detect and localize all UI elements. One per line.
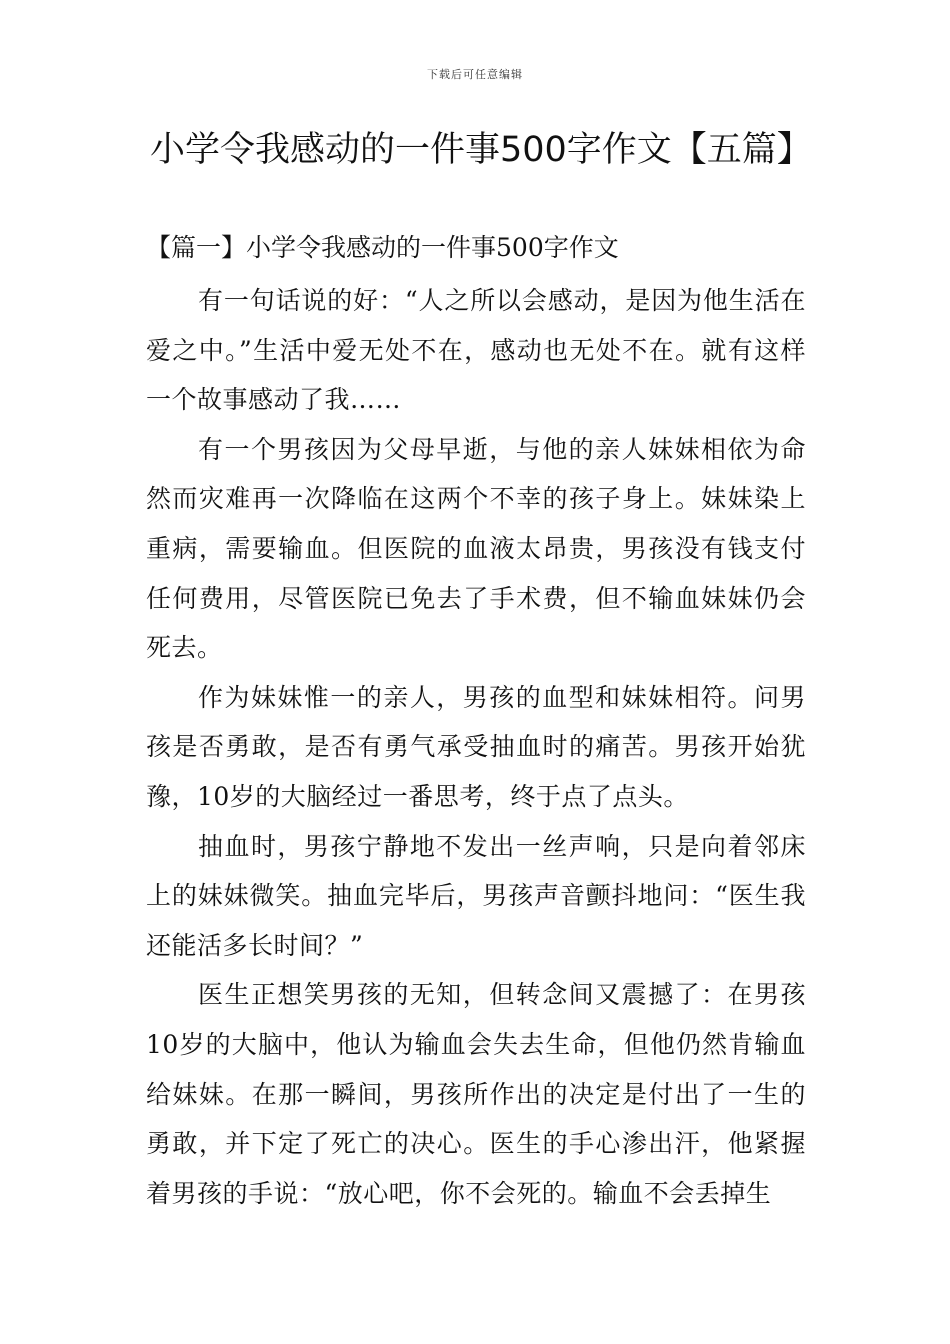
paragraph: 医生正想笑男孩的无知，但转念间又震撼了：在男孩10岁的大脑中，他认为输血会失去生命，但他仍然肯输血给妹妹。在那一瞬间，男孩所作出的决定是付出了一生的勇敢，并下定了死亡的决心。医生的手心渗出汗，他紧握着男孩的手说：“放心吧，你不会死的。输血不会丢掉生 <box>146 980 806 1208</box>
section-heading: 【篇一】小学令我感动的一件事500字作文 <box>146 233 619 262</box>
paragraph: 有一句话说的好：“人之所以会感动，是因为他生活在爱之中。”生活中爱无处不在，感动也无处不在。就有这样一个故事感动了我…… <box>146 286 806 415</box>
paragraph: 有一个男孩因为父母早逝，与他的亲人妹妹相依为命然而灾难再一次降临在这两个不幸的孩子身上。妹妹染上重病，需要输血。但医院的血液太昂贵，男孩没有钱支付任何费用，尽管医院已免去了手术费，但不输血妹妹仍会死去。 <box>146 434 806 663</box>
article-body <box>146 276 806 1218</box>
page-title: 小学令我感动的一件事500字作文【五篇】 <box>150 130 812 170</box>
paragraph: 作为妹妹惟一的亲人，男孩的血型和妹妹相符。问男孩是否勇敢，是否有勇气承受抽血时的痛苦。男孩开始犹豫，10岁的大脑经过一番思考，终于点了点头。 <box>146 682 806 811</box>
paragraph: 抽血时，男孩宁静地不发出一丝声响，只是向着邻床上的妹妹微笑。抽血完毕后，男孩声音颤抖地问：“医生我还能活多长时间？” <box>146 831 806 960</box>
header-note: 下载后可任意编辑 <box>427 68 523 81</box>
